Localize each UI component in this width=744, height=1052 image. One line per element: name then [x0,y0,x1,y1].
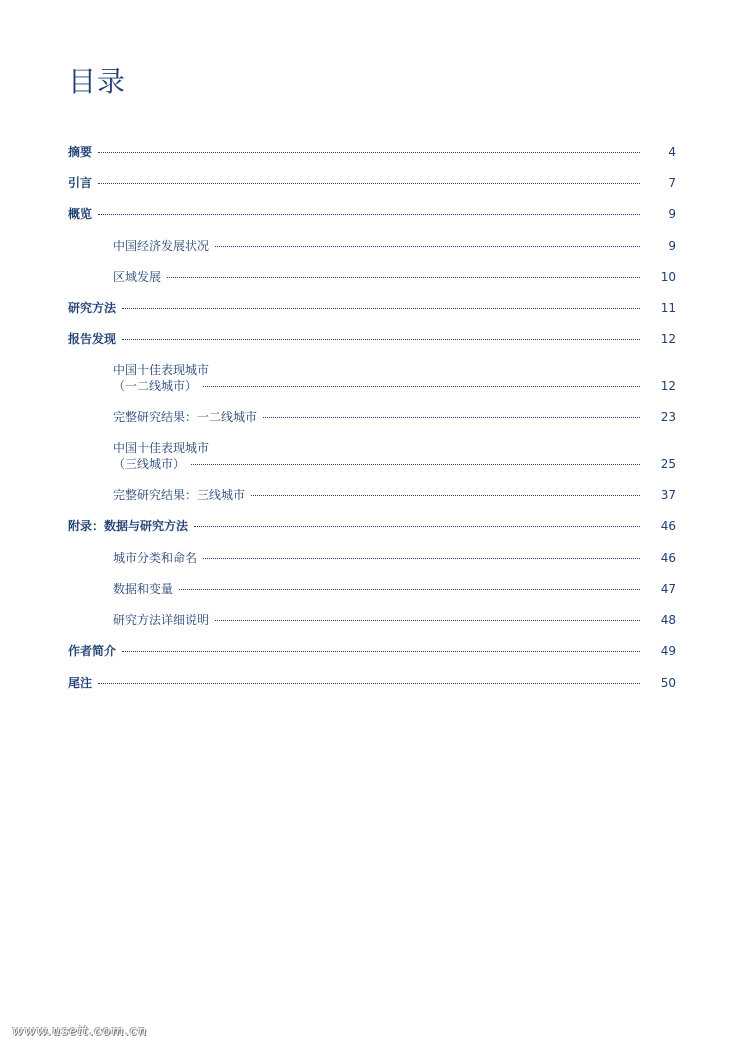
toc-entry-label: 作者简介 [68,644,117,658]
toc-entry-label-line1: 中国十佳表现城市 [113,363,210,377]
leader-dots [203,558,640,559]
leader-dots [191,464,640,465]
toc-page-number: 37 [660,488,676,502]
toc-entry-regional[interactable] [113,269,676,285]
leader-dots [215,620,640,621]
toc-page-number: 12 [660,379,676,393]
toc-page-number: 10 [660,270,676,284]
leader-dots [179,589,640,590]
toc-entry-label: 研究方法 [68,301,117,315]
toc-page-number: 46 [660,551,676,565]
toc-page-number: 46 [660,519,676,533]
toc-entry-label: 尾注 [68,676,93,690]
toc-entry-appendix[interactable] [68,518,676,534]
toc-entry-full-results-tier12[interactable] [113,409,676,425]
toc-entry-label: 完整研究结果：三线城市 [113,488,246,502]
toc-entry-label: 概览 [68,207,93,221]
watermark-text: www.useit.com.cn [12,1024,148,1039]
toc-entry-top10-tier12[interactable] [113,362,676,394]
toc-entry-data-variables[interactable] [113,581,676,597]
toc-page-number: 11 [660,301,676,315]
toc-entry-label: 引言 [68,176,93,190]
toc-entry-top10-tier3[interactable] [113,440,676,472]
toc-entry-label: 完整研究结果：一二线城市 [113,410,258,424]
toc-entry-label: 附录：数据与研究方法 [68,519,189,533]
leader-dots [167,277,640,278]
toc-entry-city-classification[interactable] [113,550,676,566]
toc-entry-economy[interactable] [113,238,676,254]
leader-dots [122,339,640,340]
toc-entry-label: 中国经济发展状况 [113,239,210,253]
toc-page-number: 50 [660,676,676,690]
leader-dots [203,386,640,387]
toc-page-number: 47 [660,582,676,596]
toc-page-number: 9 [668,207,676,221]
toc-entry-label: 区域发展 [113,270,162,284]
toc-entry-methodology[interactable] [68,300,676,316]
toc-entry-label-line1: 中国十佳表现城市 [113,441,210,455]
leader-dots [194,526,640,527]
toc-entry-endnotes[interactable] [68,675,676,691]
toc-entry-authors[interactable] [68,643,676,659]
toc-entry-full-results-tier3[interactable] [113,487,676,503]
toc-page-number: 49 [660,644,676,658]
toc-entry-methodology-detail[interactable] [113,612,676,628]
toc-entry-summary[interactable] [68,144,676,160]
toc-page-number: 25 [660,457,676,471]
leader-dots [98,152,640,153]
toc-entry-label: （一二线城市） [113,379,198,393]
toc-page-number: 23 [660,410,676,424]
toc-page-number: 4 [668,145,676,159]
toc-entry-label: 研究方法详细说明 [113,613,210,627]
leader-dots [98,683,640,684]
page-title: 目录 [68,65,127,98]
leader-dots [251,495,640,496]
toc-page-number: 7 [668,176,676,190]
toc-entry-label: 报告发现 [68,332,117,346]
leader-dots [122,651,640,652]
toc-entry-label: 数据和变量 [113,582,174,596]
leader-dots [98,214,640,215]
toc-page-number: 12 [660,332,676,346]
leader-dots [263,417,640,418]
toc-entry-label: 城市分类和命名 [113,551,198,565]
toc-entry-label: （三线城市） [113,457,186,471]
leader-dots [215,246,640,247]
toc-entry-label: 摘要 [68,145,93,159]
toc-page-number: 9 [668,239,676,253]
toc-entry-introduction[interactable] [68,175,676,191]
toc-entry-overview[interactable] [68,206,676,222]
toc-page-number: 48 [660,613,676,627]
leader-dots [98,183,640,184]
leader-dots [122,308,640,309]
toc-entry-findings[interactable] [68,331,676,347]
